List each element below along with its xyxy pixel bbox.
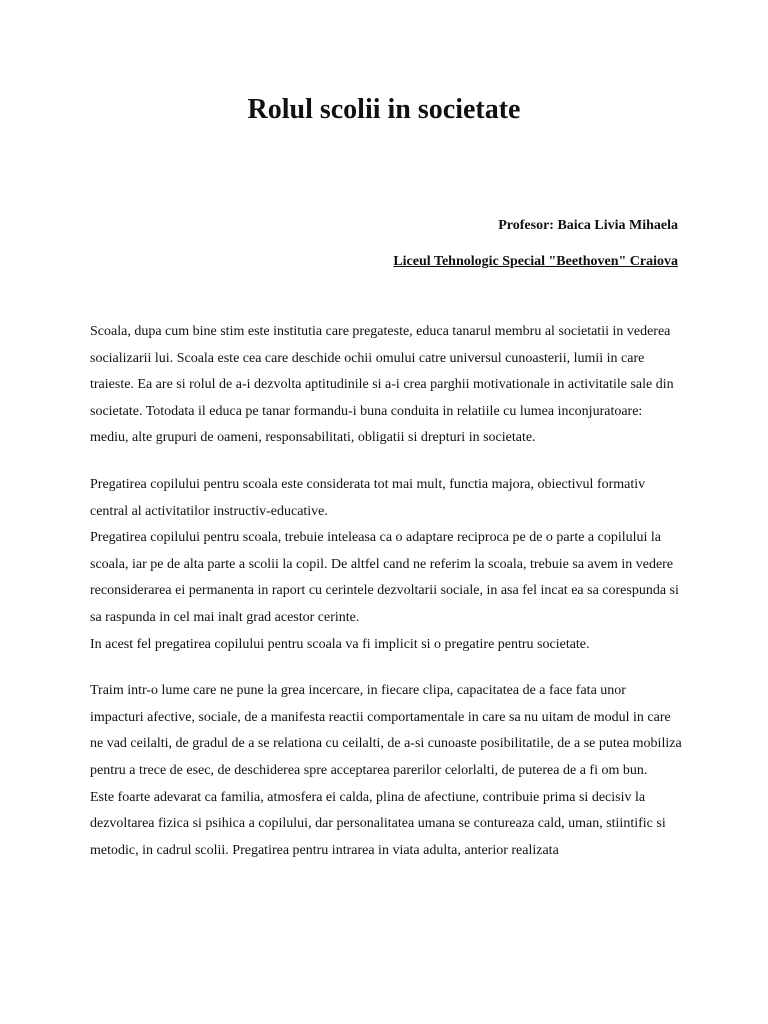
paragraph: Pregatirea copilului pentru scoala, trebuie inteleasa ca o adaptare reciproca pe de o parte a copilului la scoala, iar pe de alta parte a scolii la copil. De altfel cand ne referim la scoala, trebuie sa avem in vedere reconsiderarea ei permanenta in raport cu cerintele dezvoltarii sociale, in asa fel incat ea sa corespunda si sa raspunda in cel mai inalt grad acestor cerinte.	[90, 530, 679, 625]
document-body	[90, 319, 682, 864]
paragraph: Este foarte adevarat ca familia, atmosfera ei calda, plina de afectiune, contribuie prima si decisiv la dezvoltarea fizica si psihica a copilului, dar personalitatea umana se contureaza cald, uman, stiintific si metodic, in cadrul scolii. Pregatirea pentru intrarea in viata adulta, anterior realizata	[90, 789, 666, 858]
author-line: Profesor: Baica Livia Mihaela	[498, 218, 678, 233]
paragraph: Traim intr-o lume care ne pune la grea incercare, in fiecare clipa, capacitatea de a face fata unor impacturi afective, sociale, de a manifesta reactii comportamentale in care sa nu uitam de modul in care ne vad ceilalti, de gradul de a se relationa cu ceilalti, de a-si cunoaste posibilitatile, de a se putea mobiliza pentru a trece de esec, de deschiderea spre acceptarea parerilor celorlalti, de puterea de a fi om bun.	[90, 683, 682, 778]
school-line: Liceul Tehnologic Special "Beethoven" Craiova	[393, 254, 678, 269]
paragraph: Scoala, dupa cum bine stim este institutia care pregateste, educa tanarul membru al societatii in vederea socializarii lui. Scoala este cea care deschide ochii omului catre universul cunoasterii, lumii in care traieste. Ea are si rolul de a-i dezvolta aptitudinile si a-i crea parghii motivationale in activitatile sale din societate. Totodata il educa pe tanar formandu-i buna conduita in relatiile cu lumea inconjuratoare: mediu, alte grupuri de oameni, responsabilitati, obligatii si drepturi in societate.	[90, 324, 674, 446]
paragraph: Pregatirea copilului pentru scoala este considerata tot mai mult, functia majora, obiectivul formativ central al activitatilor instructiv-educative.	[90, 476, 646, 519]
paragraph-gap	[90, 658, 682, 678]
paragraph: In acest fel pregatirea copilului pentru scoala va fi implicit si o pregatire pentru societate.	[90, 636, 590, 652]
page-title: Rolul scolii in societate	[247, 94, 521, 125]
paragraph-gap	[90, 452, 682, 472]
